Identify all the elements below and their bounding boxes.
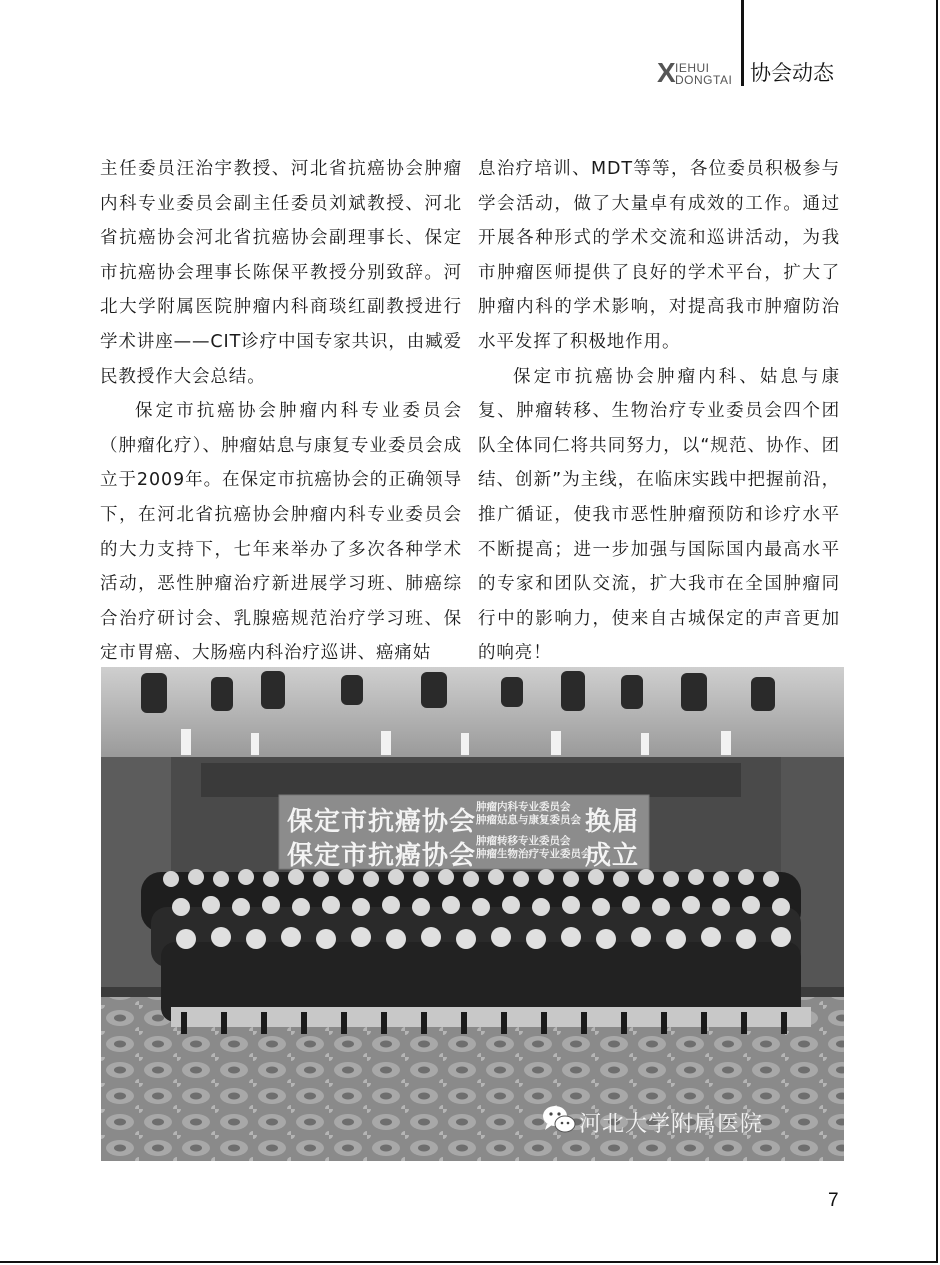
- banner-line-1-main: 保定市抗癌协会: [287, 807, 477, 837]
- magazine-logo: [657, 58, 737, 88]
- paragraph: 保定市抗癌协会肿瘤内科、姑息与康复、肿瘤转移、生物治疗专业委员会四个团队全体同仁将共同努力，以“规范、协作、团结、创新”为主线，在临床实践中把握前沿，推广循证，使我市恶性肿瘤预防和诊疗水平不断提高；进一步加强与国际国内最高水平的专家和团队交流，扩大我市在全国肿瘤同行中的影响力，使来自古城保定的声音更加的响亮！: [478, 366, 840, 664]
- banner-line-2-small-b: 肿瘤生物治疗专业委员会: [476, 848, 592, 860]
- banner-line-2-end: 成立: [585, 841, 640, 871]
- logo-line-2: DONGTAI: [675, 73, 733, 87]
- article-right-column: [478, 152, 840, 671]
- header-vertical-rule: [741, 0, 744, 86]
- page-number: 7: [828, 1190, 839, 1211]
- banner-line-1-small-a: 肿瘤内科专业委员会: [476, 801, 571, 813]
- article-left-column: [100, 152, 462, 671]
- paragraph: 息治疗培训、MDT等等，各位委员积极参与学会活动，做了大量卓有成效的工作。通过开展各种形式的学术交流和巡讲活动，为我市肿瘤医师提供了良好的学术平台，扩大了肿瘤内科的学术影响，对提高我市肿瘤防治水平发挥了积极地作用。: [478, 159, 840, 352]
- banner-line-1-small-b: 肿瘤姑息与康复委员会: [476, 814, 581, 826]
- paragraph: 主任委员汪治宇教授、河北省抗癌协会肿瘤内科专业委员会副主任委员刘斌教授、河北省抗癌协会河北省抗癌协会副理事长、保定市抗癌协会理事长陈保平教授分别致辞。河北大学附属医院肿瘤内科商琰红副教授进行学术讲座——CIT诊疗中国专家共识，由臧爱民教授作大会总结。: [100, 159, 462, 387]
- logo-x-letter: X: [657, 57, 676, 88]
- section-title: 协会动态: [750, 61, 834, 85]
- watermark-text: 河北大学附属医院: [579, 1112, 764, 1137]
- group-photo: [101, 667, 844, 1161]
- banner-line-2-main: 保定市抗癌协会: [287, 841, 477, 871]
- photo-scene: [101, 667, 844, 1161]
- banner-line-1-end: 换届: [585, 807, 640, 837]
- banner-line-2-small-a: 肿瘤转移专业委员会: [476, 835, 571, 847]
- wechat-icon: [541, 1104, 577, 1136]
- paragraph: 保定市抗癌协会肿瘤内科专业委员会（肿瘤化疗）、肿瘤姑息与康复专业委员会成立于2009年。在保定市抗癌协会的正确领导下，在河北省抗癌协会肿瘤内科专业委员会的大力支持下，七年来举办了多次各种学术活动，恶性肿瘤治疗新进展学习班、肺癌综合治疗研讨会、乳腺癌规范治疗学习班、保定市胃癌、大肠癌内科治疗巡讲、癌痛姑: [100, 401, 462, 664]
- logo-line-1: IEHUI: [675, 61, 710, 75]
